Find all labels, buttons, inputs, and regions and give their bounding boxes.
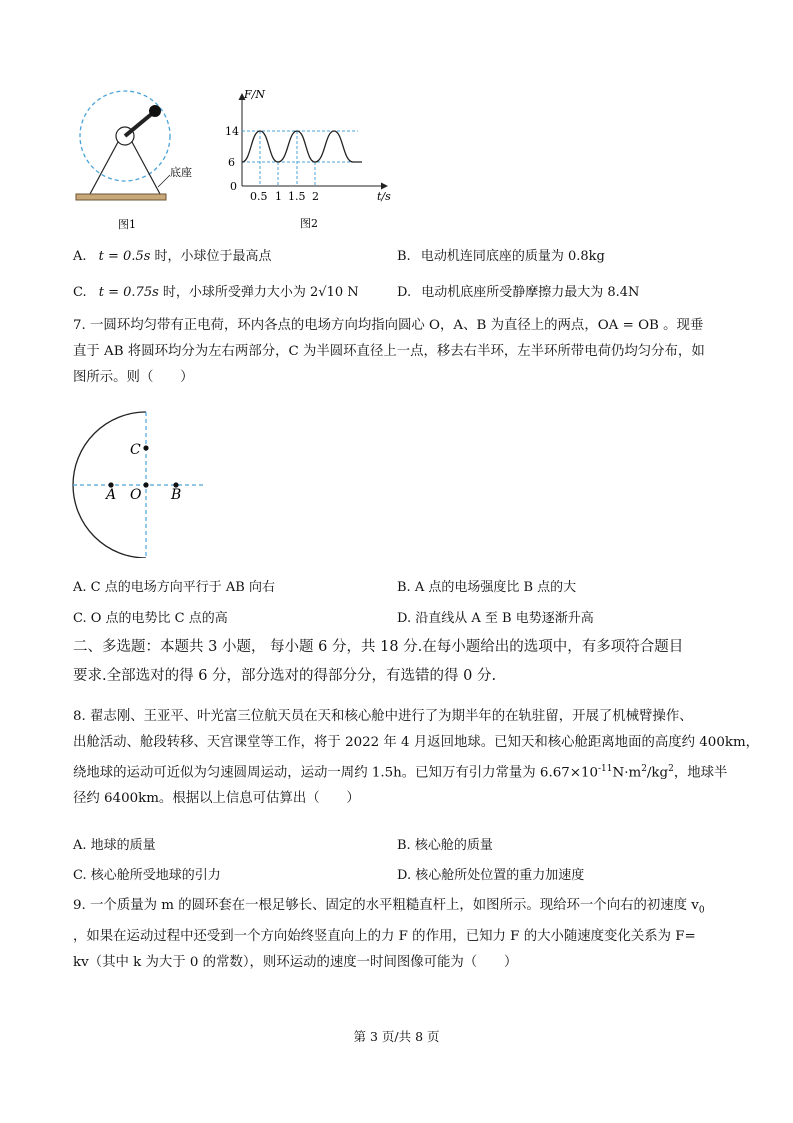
q6-option-c-text: 时，小球所受弹力大小为 2√10 N <box>158 285 359 300</box>
q6-option-a-letter: A. <box>73 249 87 264</box>
q8-line-3-c: /kg <box>646 765 669 781</box>
base-label-pointer <box>158 175 170 187</box>
q8-line-3-a: 绕地球的运动可近似为匀速圆周运动，运动一周约 1.5h。已知万有引力常量为 6.67×10 <box>73 765 599 781</box>
point-c <box>143 445 148 450</box>
rotating-rod <box>125 112 154 136</box>
q8-line-4: 径约 6400km。根据以上信息可估算出（ ） <box>73 791 360 807</box>
figure-2-caption: 图2 <box>300 217 318 230</box>
q6-option-d-letter: D. <box>397 285 412 300</box>
q8-exp-2: 2 <box>641 764 647 774</box>
page-footer: 第 3 页/共 8 页 <box>353 1029 440 1044</box>
q8-option-b: B. 核心舱的质量 <box>397 838 493 853</box>
q6-option-c-letter: C. <box>73 285 87 300</box>
q8-option-d: D. 核心舱所处位置的重力加速度 <box>397 868 585 883</box>
q6-option-a-time: t = 0.5s <box>98 249 151 264</box>
q7-line-1: 7. 一圆环均匀带有正电荷，环内各点的电场方向均指向圆心 O，A、B 为直径上的两点，OA = OB 。现垂 <box>73 318 704 333</box>
x-tick-0-5: 0.5 <box>250 190 268 203</box>
figure-1 <box>60 90 200 235</box>
q6-option-d <box>397 281 639 300</box>
q8-line-1: 8. 翟志刚、王亚平、叶光富三位航天员在天和核心舱中进行了为期半年的在轨驻留，开展了机械臂操作、 <box>73 709 693 724</box>
x-tick-1: 1 <box>275 190 282 203</box>
q9-stem <box>73 893 705 976</box>
q6-option-b-text: 电动机连同底座的质量为 0.8kg <box>420 249 605 264</box>
q6-option-c-time: t = 0.75s <box>98 285 159 300</box>
q7-stem <box>73 313 705 391</box>
q8-option-c: C. 核心舱所受地球的引力 <box>73 868 221 883</box>
small-ball <box>149 105 161 117</box>
x-tick-1-5: 1.5 <box>288 190 306 203</box>
x-axis-label: t/s <box>377 190 391 203</box>
base-platform <box>76 194 166 200</box>
q8-line-3-d: ，地球半 <box>673 765 728 781</box>
x-tick-2: 2 <box>312 190 319 203</box>
y-tick-14: 14 <box>225 125 239 138</box>
label-b: B <box>171 487 182 503</box>
q8-exp-1: -11 <box>598 764 613 774</box>
label-a: A <box>106 487 117 503</box>
q9-v0-subscript: 0 <box>698 905 705 916</box>
q6-option-c <box>73 281 359 300</box>
q8-stem <box>73 704 759 812</box>
q6-option-a <box>73 245 272 264</box>
section-2-line-1: 二、多选题：本题共 3 小题， 每小题 6 分，共 18 分.在每小题给出的选项中，有多项符合题目 <box>73 639 684 655</box>
q7-line-2: 直于 AB 将圆环均分为左右两部分，C 为半圆环直径上一点，移去右半环，左半环所带电荷仍均匀分布，如 <box>73 344 705 359</box>
point-o <box>143 482 148 487</box>
figure-2 <box>222 86 397 234</box>
q9-line-1-text: 9. 一个质量为 m 的圆环套在一根足够长、固定的水平粗糙直杆上，如图所示。现给环一个向右的初速度 v <box>73 898 699 913</box>
q8-exp-3: 2 <box>668 764 674 774</box>
base-label: 底座 <box>170 166 192 179</box>
q7-option-d: D. 沿直线从 A 至 B 电势逐渐升高 <box>397 611 594 626</box>
q6-option-a-text: 时，小球位于最高点 <box>150 249 272 264</box>
section-2-header <box>73 633 683 691</box>
q8-line-2: 出舱活动、舱段转移、天宫课堂等工作，将于 2022 年 4 月返回地球。已知天和核心舱距离地面的高度约 400km， <box>73 735 760 750</box>
figure-q7-half-ring <box>66 410 211 558</box>
q9-line-1 <box>73 893 705 924</box>
section-2-line-2: 要求.全部选对的得 6 分，部分选对的得部分分，有选错的得 0 分. <box>73 668 497 684</box>
y-axis-label: F/N <box>244 88 265 101</box>
q8-option-a: A. 地球的质量 <box>73 838 156 853</box>
label-c: C <box>130 442 141 458</box>
origin-label: 0 <box>230 180 237 193</box>
y-tick-6: 6 <box>228 156 235 169</box>
q6-option-d-text: 电动机底座所受静摩擦力最大为 8.4N <box>421 285 640 300</box>
figure-1-caption: 图1 <box>118 218 136 231</box>
q7-line-3: 图所示。则（ ） <box>73 370 194 385</box>
q7-option-a: A. C 点的电场方向平行于 AB 向右 <box>73 580 275 595</box>
q9-line-2: ，如果在运动过程中还受到一个方向始终竖直向上的力 F 的作用，已知力 F 的大小随速度变化关系为 F= <box>73 928 696 944</box>
q8-line-3-b: N·m <box>612 765 642 781</box>
label-o: O <box>130 487 142 503</box>
q9-line-3: kv（其中 k 为大于 0 的常数），则环运动的速度一时间图像可能为（ ） <box>73 954 518 970</box>
q6-option-b-letter: B. <box>397 249 411 264</box>
q6-option-b <box>397 245 605 264</box>
q7-option-c: C. O 点的电势比 C 点的高 <box>73 611 228 626</box>
q8-line-3 <box>73 756 759 786</box>
q7-option-b: B. A 点的电场强度比 B 点的大 <box>397 580 577 595</box>
